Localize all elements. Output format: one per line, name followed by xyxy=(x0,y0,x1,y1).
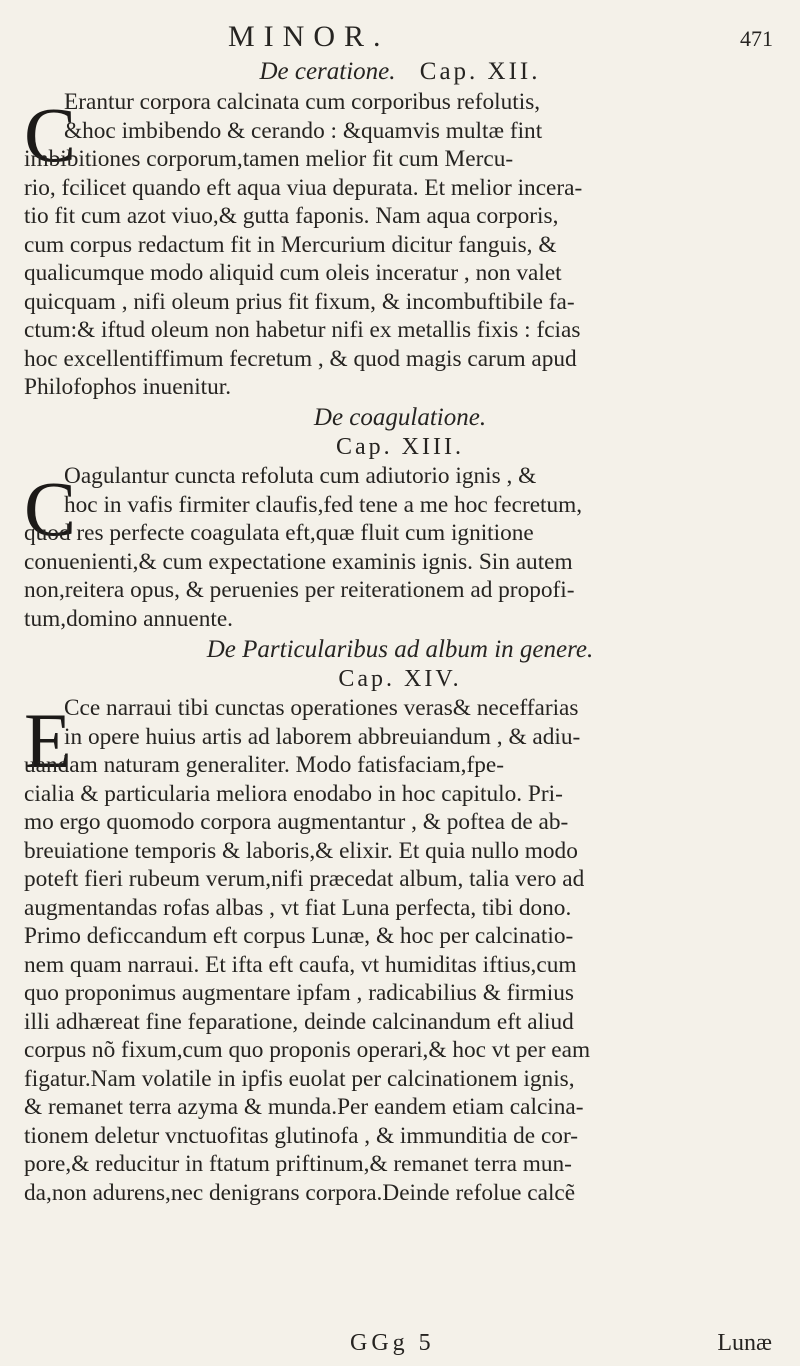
text-line: hoc in vafis firmiter claufis,fed tene a me hoc fecretum, xyxy=(64,491,583,518)
text-line: Erantur corpora calcinata cum corporibus refolutis, xyxy=(64,89,541,115)
text-line: Philofophos inuenitur. xyxy=(24,374,232,400)
text-line: pore,& reducitur in ftatum priftinum,& remanet terra mun- xyxy=(24,1151,572,1177)
text-line: hoc excellentiffimum fecretum , & quod magis carum apud xyxy=(24,345,577,372)
text-line: Oagulantur cuncta refoluta cum adiutorio ignis , & xyxy=(64,463,537,489)
catchword: Lunæ xyxy=(717,1330,772,1356)
text-line: uandam naturam generaliter. Modo fatisfaciam,fpe- xyxy=(24,752,504,778)
text-line: da,non adurens,nec denigrans corpora.Deinde refolue calcẽ xyxy=(24,1179,576,1206)
text-line: imbibitiones corporum,tamen melior fit cum Mercu- xyxy=(24,146,514,172)
text-line: quo proponimus augmentare ipfam , radicabilius & firmius xyxy=(24,980,574,1006)
running-header xyxy=(0,18,800,58)
text-line: Cce narraui tibi cunctas operationes veras& neceffarias xyxy=(64,695,579,721)
section-heading-particularibus xyxy=(0,636,800,664)
text-line: tio fit cum azot viuo,& gutta faponis. Nam aqua corporis, xyxy=(24,203,559,229)
chapter-number: Cap. XIII. xyxy=(336,434,464,460)
paragraph-coagulatione xyxy=(24,462,784,633)
text-line: corpus nõ fixum,cum quo proponis operari,& hoc vt per eam xyxy=(24,1037,591,1063)
text-line: mo ergo quomodo corpora augmentantur , & poftea de ab- xyxy=(24,809,569,835)
section-title: De ceratione. xyxy=(259,58,396,85)
section-heading-coagulatione xyxy=(0,404,800,432)
text-line: qualicumque modo aliquid cum oleis inceratur , non valet xyxy=(24,260,562,286)
text-line: illi adhæreat fine feparatione, deinde calcinandum eft aliud xyxy=(24,1008,574,1035)
text-line: ctum:& iftud oleum non habetur nifi ex metallis fixis : fcias xyxy=(24,317,581,343)
text-line: augmentandas rofas albas , vt fiat Luna perfecta, tibi dono. xyxy=(24,894,572,921)
text-line: non,reitera opus, & peruenies per reiterationem ad propofi- xyxy=(24,577,575,603)
chapter-number: Cap. XII. xyxy=(419,58,541,85)
text-line: poteft fieri rubeum verum,nifi præcedat album, talia vero ad xyxy=(24,866,585,892)
text-line: in opere huius artis ad laborem abbreuiandum , & adiu- xyxy=(64,723,581,750)
text-line: cialia & particularia meliora enodabo in hoc capitulo. Pri- xyxy=(24,780,563,807)
text-line: tionem deletur vnctuofitas glutinofa , & immunditia de cor- xyxy=(24,1122,578,1149)
paragraph-ceratione xyxy=(24,88,784,402)
text-line: tum,domino annuente. xyxy=(24,605,233,632)
text-line: cum corpus redactum fit in Mercurium dicitur fanguis, & xyxy=(24,231,557,258)
section-title: De Particularibus ad album in genere. xyxy=(206,636,594,663)
drop-cap-initial: E xyxy=(24,697,72,784)
text-line: quicquam , nifi oleum prius fit fixum, & incombuftibile fa- xyxy=(24,288,575,315)
text-line: Primo deficcandum eft corpus Lunæ, & hoc per calcinatio- xyxy=(24,923,574,949)
signature-mark: GGg 5 xyxy=(350,1330,435,1356)
text-line: & remanet terra azyma & munda.Per eandem etiam calcina- xyxy=(24,1094,584,1120)
text-line: figatur.Nam volatile in ipfis euolat per calcinationem ignis, xyxy=(24,1065,575,1092)
section-title: De coagulatione. xyxy=(313,404,487,431)
section-heading-ceratione xyxy=(0,58,800,86)
drop-cap-initial: C xyxy=(24,91,77,178)
chapter-number: Cap. XIV. xyxy=(338,666,462,692)
text-line: breuiatione temporis & laboris,& elixir. Et quia nullo modo xyxy=(24,837,578,864)
text-line: rio, fcilicet quando eft aqua viua depurata. Et melior incera- xyxy=(24,174,583,201)
text-line: conuenienti,& cum expectatione examinis ignis. Sin autem xyxy=(24,548,573,575)
page-number: 471 xyxy=(740,26,773,51)
drop-cap-initial: C xyxy=(24,465,77,552)
text-line: quod res perfecte coagulata eft,quæ fluit cum ignitione xyxy=(24,520,534,546)
running-title: MINOR. xyxy=(228,20,390,53)
paragraph-particularibus xyxy=(24,694,784,1207)
text-line: &hoc imbibendo & cerando : &quamvis multæ fint xyxy=(64,117,543,144)
text-line: nem quam narraui. Et ifta eft caufa, vt humiditas iftius,cum xyxy=(24,951,577,978)
